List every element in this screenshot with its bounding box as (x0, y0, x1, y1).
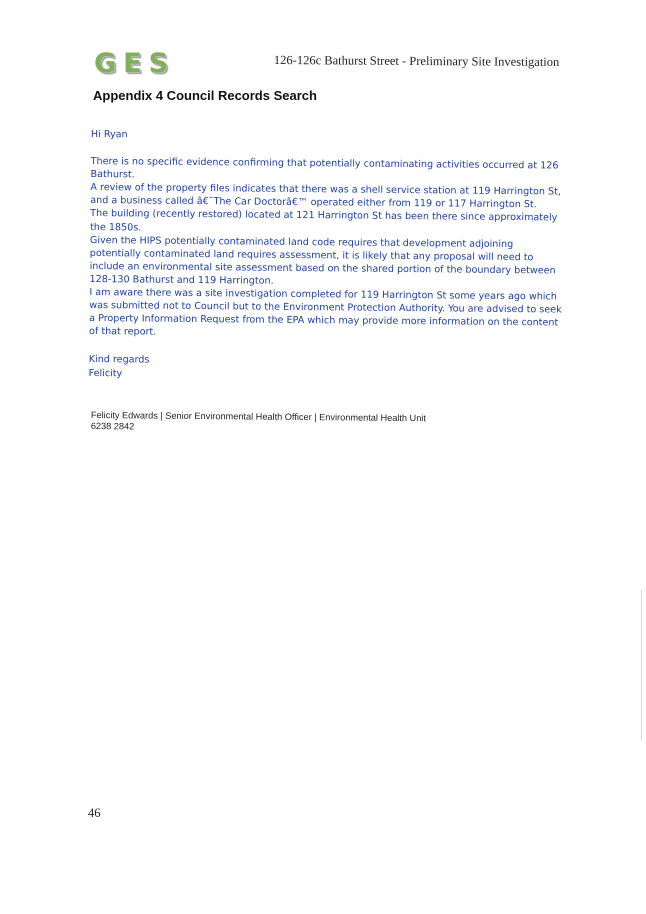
email-greeting: Hi Ryan (90, 128, 128, 141)
ges-logo: GES (94, 48, 176, 79)
email-sender-first: Felicity (88, 367, 123, 379)
email-paragraph-4: Given the HIPS potentially contaminated land code requires that development adjoining potentially contaminated land requires assessment, it is likely that any proposal will need to include an environmental site assessment based on the shared portion of the boundary between 128-130 Bathurst and 119 Harrington. (89, 234, 556, 287)
email-body (89, 128, 566, 384)
appendix-title: Appendix 4 Council Records Search (93, 88, 317, 103)
signature-name-title: Felicity Edwards | Senior Environmental Health Officer | Environmental Health Unit (90, 410, 426, 424)
signature-phone: 6238 2842 (90, 420, 135, 431)
email-paragraph-1: There is no specific evidence confirming that potentially contaminating activities occurred at 126 Bathurst. (90, 156, 559, 181)
scan-edge-line (641, 590, 642, 740)
email-paragraph-3: The building (recently restored) located at 121 Harrington St has been there since approximately the 1850s. (89, 208, 558, 234)
page-number: 46 (88, 806, 101, 820)
email-paragraph-2: A review of the property files indicates that there was a shell service station at 119 Harrington St, and a business called â€˜The Car Doctorâ€™ operated either from 119 or 117 Harrington St. (90, 182, 561, 211)
email-paragraph-5: I am aware there was a site investigation completed for 119 Harrington St some years ago which was submitted not to Council but to the Environment Protection Authority. You are advised to seek a Property Information Request from the EPA which may provide more information on the content of that report. (88, 287, 562, 338)
header-title: 126-126c Bathurst Street - Preliminary Site Investigation (273, 53, 560, 69)
email-signature (91, 410, 511, 435)
email-closing: Kind regards (88, 354, 150, 366)
